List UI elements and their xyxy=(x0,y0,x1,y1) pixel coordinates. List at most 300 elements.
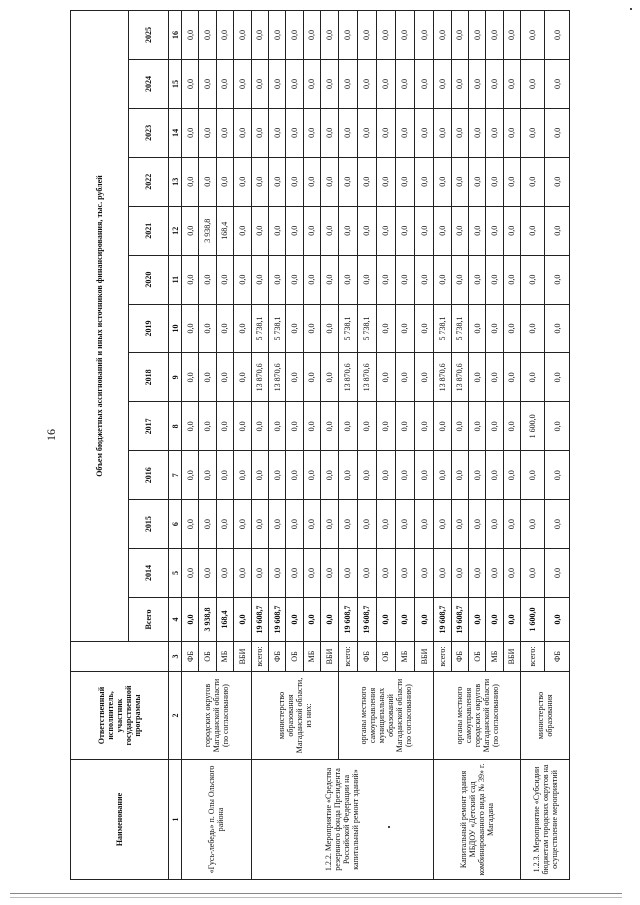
row-value: 0,0 xyxy=(415,206,434,255)
row-value: 0,0 xyxy=(376,402,395,451)
row-value: 0,0 xyxy=(357,206,376,255)
row-total: 19 608,7 xyxy=(357,598,376,642)
row-value: 0,0 xyxy=(451,255,468,304)
row-value: 0,0 xyxy=(545,402,570,451)
row-value: 0,0 xyxy=(415,60,434,109)
row-source: ФБ xyxy=(545,642,570,672)
row-value: 0,0 xyxy=(268,11,285,60)
row-value: 0,0 xyxy=(286,11,303,60)
row-value: 0,0 xyxy=(415,353,434,402)
row-value: 0,0 xyxy=(268,108,285,157)
row-value: 0,0 xyxy=(415,108,434,157)
rotated-table-area xyxy=(70,10,570,880)
header-year: 2020 xyxy=(129,255,169,304)
header-year: 2019 xyxy=(129,304,169,353)
row-value: 0,0 xyxy=(545,11,570,60)
row-value: 0,0 xyxy=(199,304,216,353)
row-value: 0,0 xyxy=(251,157,268,206)
row-value: 0,0 xyxy=(268,549,285,598)
row-value: 0,0 xyxy=(234,157,251,206)
table-row xyxy=(338,11,357,880)
financing-table xyxy=(70,10,570,880)
page-number: 16 xyxy=(44,429,58,441)
table-row xyxy=(434,11,451,880)
row-value: 0,0 xyxy=(216,500,233,549)
row-value: 0,0 xyxy=(268,451,285,500)
row-value: 0,0 xyxy=(338,549,357,598)
row-value: 0,0 xyxy=(468,60,485,109)
header-name: Наименование xyxy=(71,760,169,880)
row-value: 0,0 xyxy=(521,451,545,500)
column-index: 2 xyxy=(169,672,182,760)
row-value: 0,0 xyxy=(415,157,434,206)
row-value: 0,0 xyxy=(451,500,468,549)
row-value: 0,0 xyxy=(395,402,414,451)
row-value: 5 738,1 xyxy=(434,304,451,353)
row-value: 0,0 xyxy=(251,451,268,500)
row-value: 0,0 xyxy=(286,255,303,304)
header-year: 2018 xyxy=(129,353,169,402)
row-value: 5 738,1 xyxy=(268,304,285,353)
row-value: 0,0 xyxy=(199,60,216,109)
header-year: 2015 xyxy=(129,500,169,549)
row-value: 0,0 xyxy=(286,402,303,451)
row-value: 0,0 xyxy=(486,500,503,549)
row-value: 0,0 xyxy=(486,157,503,206)
header-year: 2014 xyxy=(129,549,169,598)
row-value: 0,0 xyxy=(321,60,338,109)
row-source: ОБ xyxy=(199,642,216,672)
row-total: 0,0 xyxy=(503,598,520,642)
row-value: 0,0 xyxy=(468,11,485,60)
row-value: 0,0 xyxy=(486,451,503,500)
row-value: 0,0 xyxy=(503,304,520,353)
row-value: 0,0 xyxy=(338,451,357,500)
row-value: 0,0 xyxy=(357,60,376,109)
row-value: 0,0 xyxy=(303,549,320,598)
row-value: 13 870,6 xyxy=(268,353,285,402)
row-source: МБ xyxy=(395,642,414,672)
row-source: всего: xyxy=(521,642,545,672)
row-value: 0,0 xyxy=(451,60,468,109)
row-value: 0,0 xyxy=(182,353,199,402)
row-value: 0,0 xyxy=(503,451,520,500)
row-value: 0,0 xyxy=(199,255,216,304)
row-value: 13 870,6 xyxy=(357,353,376,402)
row-value: 0,0 xyxy=(303,451,320,500)
row-source: ФБ xyxy=(268,642,285,672)
row-value: 0,0 xyxy=(199,108,216,157)
header-source xyxy=(71,642,169,672)
row-name: 1.2.3. Мероприятие «Субсидии бюджетам городских округов на осуществление мероприятий xyxy=(521,760,570,880)
row-value: 0,0 xyxy=(357,402,376,451)
row-total: 0,0 xyxy=(545,598,570,642)
row-value: 0,0 xyxy=(503,353,520,402)
row-value: 0,0 xyxy=(415,11,434,60)
row-value: 0,0 xyxy=(545,353,570,402)
row-value: 0,0 xyxy=(395,353,414,402)
row-total: 0,0 xyxy=(182,598,199,642)
row-value: 0,0 xyxy=(468,451,485,500)
row-value: 0,0 xyxy=(545,60,570,109)
row-value: 0,0 xyxy=(286,500,303,549)
table-row xyxy=(182,11,199,880)
row-value: 0,0 xyxy=(376,255,395,304)
row-executor: органы местного самоуправления муниципальных образований Магаданской области (по согласованию) xyxy=(338,672,434,760)
row-value: 0,0 xyxy=(234,108,251,157)
column-index: 14 xyxy=(169,108,182,157)
row-value: 0,0 xyxy=(182,500,199,549)
row-value: 0,0 xyxy=(234,451,251,500)
row-source: всего: xyxy=(338,642,357,672)
row-total: 19 608,7 xyxy=(251,598,268,642)
row-source: ВБИ xyxy=(321,642,338,672)
row-value: 0,0 xyxy=(395,108,414,157)
row-value: 0,0 xyxy=(545,304,570,353)
row-value: 0,0 xyxy=(376,549,395,598)
row-value: 13 870,6 xyxy=(251,353,268,402)
scan-speck xyxy=(630,8,632,10)
row-value: 0,0 xyxy=(303,108,320,157)
column-index: 7 xyxy=(169,451,182,500)
row-value: 0,0 xyxy=(182,11,199,60)
row-value: 0,0 xyxy=(286,206,303,255)
row-value: 0,0 xyxy=(486,304,503,353)
row-value: 0,0 xyxy=(251,108,268,157)
row-value: 0,0 xyxy=(545,500,570,549)
row-value: 0,0 xyxy=(321,402,338,451)
row-value: 0,0 xyxy=(376,353,395,402)
row-value: 13 870,6 xyxy=(338,353,357,402)
row-total: 0,0 xyxy=(303,598,320,642)
row-value: 0,0 xyxy=(321,353,338,402)
row-value: 0,0 xyxy=(451,549,468,598)
row-value: 0,0 xyxy=(521,108,545,157)
row-value: 0,0 xyxy=(503,11,520,60)
row-value: 0,0 xyxy=(321,206,338,255)
column-index: 13 xyxy=(169,157,182,206)
row-total: 19 608,7 xyxy=(434,598,451,642)
row-value: 0,0 xyxy=(395,451,414,500)
row-total: 0,0 xyxy=(486,598,503,642)
row-value: 0,0 xyxy=(286,451,303,500)
row-total: 19 608,7 xyxy=(268,598,285,642)
row-value: 0,0 xyxy=(451,451,468,500)
row-value: 0,0 xyxy=(434,60,451,109)
row-value: 0,0 xyxy=(486,402,503,451)
header-year: 2016 xyxy=(129,451,169,500)
row-value: 0,0 xyxy=(321,255,338,304)
row-value: 0,0 xyxy=(182,206,199,255)
row-value: 168,4 xyxy=(216,206,233,255)
row-value: 0,0 xyxy=(521,255,545,304)
row-value: 0,0 xyxy=(338,402,357,451)
row-total: 0,0 xyxy=(286,598,303,642)
row-value: 0,0 xyxy=(468,108,485,157)
column-index: 9 xyxy=(169,353,182,402)
column-index: 12 xyxy=(169,206,182,255)
header-year: 2021 xyxy=(129,206,169,255)
row-value: 0,0 xyxy=(182,108,199,157)
column-index: 6 xyxy=(169,500,182,549)
row-value: 0,0 xyxy=(415,255,434,304)
column-index: 1 xyxy=(169,760,182,880)
row-value: 5 738,1 xyxy=(357,304,376,353)
row-value: 0,0 xyxy=(357,549,376,598)
row-source: ВБИ xyxy=(415,642,434,672)
row-value: 0,0 xyxy=(182,451,199,500)
bottom-rule-secondary xyxy=(10,897,622,898)
row-value: 0,0 xyxy=(545,206,570,255)
row-value: 0,0 xyxy=(268,402,285,451)
column-index: 11 xyxy=(169,255,182,304)
row-value: 0,0 xyxy=(521,206,545,255)
row-value: 0,0 xyxy=(468,402,485,451)
row-value: 0,0 xyxy=(216,60,233,109)
row-value: 0,0 xyxy=(286,353,303,402)
row-value: 0,0 xyxy=(503,500,520,549)
header-year: 2023 xyxy=(129,108,169,157)
row-value: 0,0 xyxy=(434,108,451,157)
row-value: 0,0 xyxy=(251,255,268,304)
row-value: 0,0 xyxy=(357,451,376,500)
row-value: 0,0 xyxy=(395,60,414,109)
row-value: 0,0 xyxy=(357,500,376,549)
header-year: 2024 xyxy=(129,60,169,109)
row-value: 0,0 xyxy=(415,451,434,500)
row-value: 0,0 xyxy=(503,157,520,206)
row-value: 0,0 xyxy=(321,500,338,549)
row-value: 0,0 xyxy=(434,402,451,451)
row-value: 0,0 xyxy=(545,255,570,304)
row-value: 0,0 xyxy=(357,11,376,60)
row-value: 0,0 xyxy=(468,549,485,598)
row-value: 0,0 xyxy=(216,451,233,500)
row-value: 0,0 xyxy=(234,549,251,598)
column-index: 4 xyxy=(169,598,182,642)
row-value: 0,0 xyxy=(486,11,503,60)
row-value: 0,0 xyxy=(357,108,376,157)
row-value: 0,0 xyxy=(303,206,320,255)
row-value: 0,0 xyxy=(451,206,468,255)
row-source: всего: xyxy=(434,642,451,672)
row-value: 0,0 xyxy=(376,157,395,206)
row-name: «Гусь-лебедь» п. Олы Ольского района xyxy=(182,760,252,880)
row-value: 0,0 xyxy=(182,157,199,206)
row-value: 0,0 xyxy=(286,304,303,353)
row-value: 0,0 xyxy=(234,255,251,304)
row-value: 0,0 xyxy=(321,451,338,500)
row-value: 0,0 xyxy=(486,206,503,255)
row-value: 0,0 xyxy=(376,451,395,500)
row-source: ФБ xyxy=(357,642,376,672)
row-value: 0,0 xyxy=(521,353,545,402)
row-value: 0,0 xyxy=(182,60,199,109)
row-value: 0,0 xyxy=(286,108,303,157)
row-value: 0,0 xyxy=(451,157,468,206)
row-value: 0,0 xyxy=(216,402,233,451)
row-value: 0,0 xyxy=(415,549,434,598)
row-value: 0,0 xyxy=(216,304,233,353)
row-total: 19 608,7 xyxy=(451,598,468,642)
row-value: 0,0 xyxy=(303,402,320,451)
row-value: 0,0 xyxy=(395,157,414,206)
row-value: 0,0 xyxy=(545,108,570,157)
row-value: 0,0 xyxy=(395,206,414,255)
row-value: 0,0 xyxy=(395,500,414,549)
row-value: 0,0 xyxy=(199,402,216,451)
row-value: 0,0 xyxy=(338,206,357,255)
row-value: 0,0 xyxy=(251,11,268,60)
row-value: 0,0 xyxy=(468,304,485,353)
row-value: 0,0 xyxy=(182,402,199,451)
row-value: 5 738,1 xyxy=(451,304,468,353)
row-value: 0,0 xyxy=(451,108,468,157)
header-year: 2022 xyxy=(129,157,169,206)
row-value: 0,0 xyxy=(545,549,570,598)
scan-speck xyxy=(388,826,390,828)
header-year: 2025 xyxy=(129,11,169,60)
row-value: 5 738,1 xyxy=(251,304,268,353)
row-source: ВБИ xyxy=(503,642,520,672)
row-value: 0,0 xyxy=(376,206,395,255)
row-value: 0,0 xyxy=(182,304,199,353)
row-name: Капитальный ремонт здания МБДОУ «Детский сад комбинированного вида № 39» г. Магадана xyxy=(434,760,521,880)
row-value: 0,0 xyxy=(251,549,268,598)
row-value: 0,0 xyxy=(268,60,285,109)
row-value: 0,0 xyxy=(395,304,414,353)
row-name: 1.2.2. Мероприятие «Средства резервного фонда Президента Российской Федерации на капитальный ремонт зданий» xyxy=(251,760,434,880)
row-value: 0,0 xyxy=(521,157,545,206)
row-value: 0,0 xyxy=(321,108,338,157)
row-value: 0,0 xyxy=(216,255,233,304)
row-value: 0,0 xyxy=(286,60,303,109)
row-value: 0,0 xyxy=(434,500,451,549)
row-value: 0,0 xyxy=(468,206,485,255)
table-row xyxy=(521,11,545,880)
row-value: 0,0 xyxy=(321,549,338,598)
row-value: 0,0 xyxy=(338,500,357,549)
row-value: 0,0 xyxy=(303,11,320,60)
row-value: 0,0 xyxy=(503,255,520,304)
row-value: 0,0 xyxy=(468,353,485,402)
row-value: 0,0 xyxy=(303,157,320,206)
row-value: 13 870,6 xyxy=(451,353,468,402)
row-value: 0,0 xyxy=(503,108,520,157)
row-value: 0,0 xyxy=(376,500,395,549)
row-value: 1 600,0 xyxy=(521,402,545,451)
column-index: 10 xyxy=(169,304,182,353)
row-source: ФБ xyxy=(182,642,199,672)
header-executor: Ответственный исполнитель, участник государственной программы xyxy=(71,672,169,760)
row-value: 0,0 xyxy=(521,11,545,60)
row-value: 0,0 xyxy=(486,255,503,304)
row-total: 0,0 xyxy=(376,598,395,642)
row-value: 0,0 xyxy=(199,549,216,598)
row-source: МБ xyxy=(216,642,233,672)
row-total: 3 938,8 xyxy=(199,598,216,642)
header-volume: Объем бюджетных ассигнований и иных источников финансирования, тыс. рублей xyxy=(71,11,129,642)
column-index: 5 xyxy=(169,549,182,598)
row-value: 0,0 xyxy=(216,549,233,598)
row-source: всего: xyxy=(251,642,268,672)
row-value: 0,0 xyxy=(415,304,434,353)
row-value: 0,0 xyxy=(199,353,216,402)
row-value: 0,0 xyxy=(303,353,320,402)
row-value: 0,0 xyxy=(486,353,503,402)
column-index: 8 xyxy=(169,402,182,451)
row-source: ФБ xyxy=(451,642,468,672)
row-value: 0,0 xyxy=(286,157,303,206)
row-total: 0,0 xyxy=(415,598,434,642)
row-value: 0,0 xyxy=(199,451,216,500)
row-value: 0,0 xyxy=(395,255,414,304)
row-total: 168,4 xyxy=(216,598,233,642)
row-value: 0,0 xyxy=(395,11,414,60)
header-total: Всего xyxy=(129,598,169,642)
row-value: 0,0 xyxy=(503,402,520,451)
row-source: ОБ xyxy=(376,642,395,672)
row-value: 0,0 xyxy=(268,255,285,304)
row-value: 0,0 xyxy=(234,304,251,353)
row-value: 0,0 xyxy=(234,60,251,109)
row-value: 0,0 xyxy=(321,157,338,206)
row-value: 0,0 xyxy=(434,206,451,255)
row-value: 0,0 xyxy=(234,402,251,451)
rotated-table-content xyxy=(70,10,570,880)
row-value: 0,0 xyxy=(251,500,268,549)
row-value: 0,0 xyxy=(216,11,233,60)
row-total: 0,0 xyxy=(234,598,251,642)
row-value: 0,0 xyxy=(251,402,268,451)
row-value: 0,0 xyxy=(376,60,395,109)
row-source: МБ xyxy=(486,642,503,672)
row-value: 0,0 xyxy=(321,304,338,353)
row-value: 0,0 xyxy=(376,108,395,157)
row-value: 0,0 xyxy=(286,549,303,598)
row-value: 0,0 xyxy=(434,157,451,206)
row-executor: органы местного самоуправления городских округов Магаданской области (по согласованию) xyxy=(434,672,521,760)
row-value: 0,0 xyxy=(199,11,216,60)
row-value: 0,0 xyxy=(268,500,285,549)
row-total: 1 600,0 xyxy=(521,598,545,642)
row-source: ВБИ xyxy=(234,642,251,672)
row-total: 0,0 xyxy=(395,598,414,642)
row-value: 0,0 xyxy=(486,108,503,157)
row-value: 0,0 xyxy=(545,157,570,206)
row-value: 0,0 xyxy=(321,11,338,60)
bottom-rule xyxy=(10,893,622,894)
row-total: 0,0 xyxy=(468,598,485,642)
row-value: 0,0 xyxy=(395,549,414,598)
row-value: 0,0 xyxy=(486,60,503,109)
row-value: 0,0 xyxy=(338,157,357,206)
row-value: 0,0 xyxy=(468,157,485,206)
row-executor: министерство образования Магаданской области, из них: xyxy=(251,672,338,760)
row-value: 0,0 xyxy=(216,353,233,402)
row-source: МБ xyxy=(303,642,320,672)
row-value: 0,0 xyxy=(376,11,395,60)
row-executor: городских округов Магаданской области (по согласованию) xyxy=(182,672,252,760)
row-value: 0,0 xyxy=(182,549,199,598)
row-value: 0,0 xyxy=(303,500,320,549)
row-value: 0,0 xyxy=(338,60,357,109)
row-value: 0,0 xyxy=(251,60,268,109)
row-value: 0,0 xyxy=(338,255,357,304)
row-value: 0,0 xyxy=(451,402,468,451)
row-value: 0,0 xyxy=(434,549,451,598)
row-value: 0,0 xyxy=(199,157,216,206)
